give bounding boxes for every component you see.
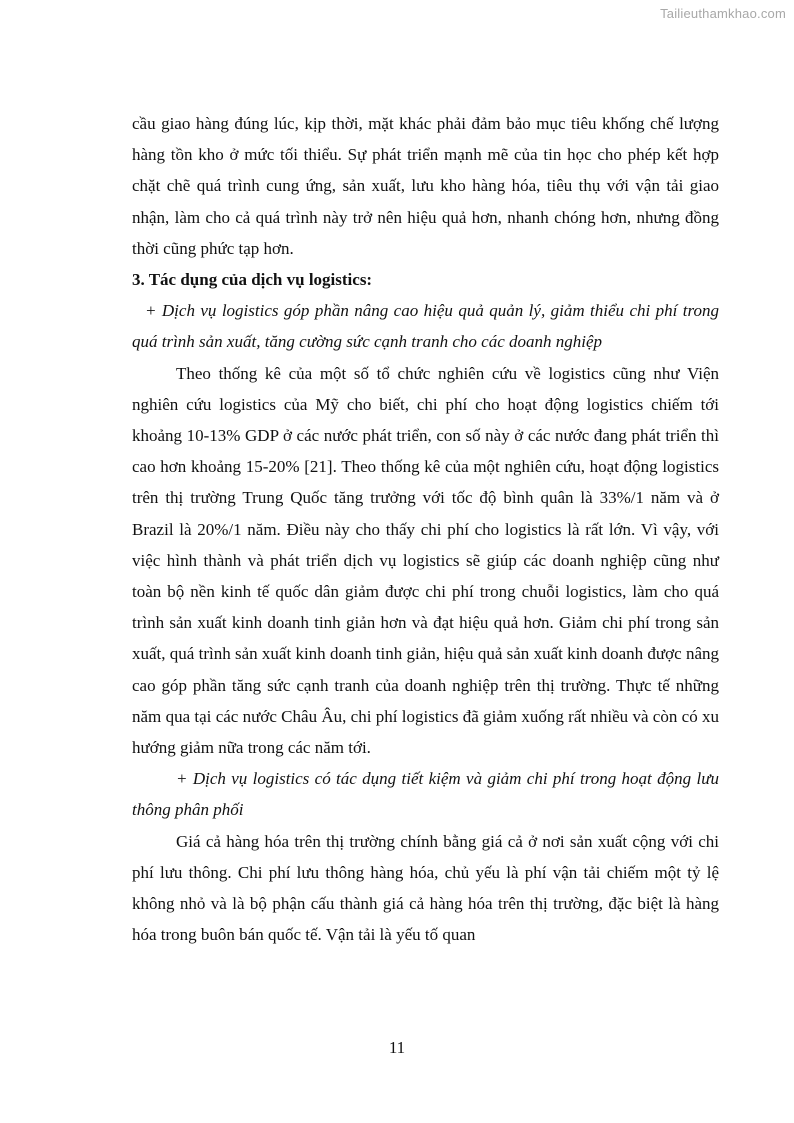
watermark-text: Tailieuthamkhao.com	[660, 6, 786, 21]
paragraph-statistics: Theo thống kê của một số tổ chức nghiên cứu về logistics cũng như Viện nghiên cứu logistics của Mỹ cho biết, chi phí cho hoạt động logistics chiếm tới khoảng 10-13% GDP ở các nước phát triển, con số này ở các nước đang phát triển thì cao hơn khoảng 15-20% [21]. Theo thống kê của một nghiên cứu, hoạt động logistics trên thị trường Trung Quốc tăng trưởng với tốc độ bình quân là 33%/1 năm và ở Brazil là 20%/1 năm. Điều này cho thấy chi phí cho logistics là rất lớn. Vì vậy, với việc hình thành và phát triển dịch vụ logistics sẽ giúp các doanh nghiệp cũng như toàn bộ nền kinh tế quốc dân giảm được chi phí trong chuỗi logistics, làm cho quá trình sản xuất kinh doanh tinh giản hơn và đạt hiệu quả hơn. Giảm chi phí trong sản xuất, quá trình sản xuất kinh doanh tinh giản, hiệu quả sản xuất kinh doanh được nâng cao góp phần tăng sức cạnh tranh của doanh nghiệp trên thị trường. Thực tế những năm qua tại các nước Châu Âu, chi phí logistics đã giảm xuống rất nhiều và còn có xu hướng giảm nữa trong các năm tới.	[132, 363, 719, 758]
paragraph-continuation: cầu giao hàng đúng lúc, kịp thời, mặt khác phải đảm bảo mục tiêu khống chế lượng hàng tồn kho ở mức tối thiểu. Sự phát triển mạnh mẽ của tin học cho phép kết hợp chặt chẽ quá trình cung ứng, sản xuất, lưu kho hàng hóa, tiêu thụ với vận tải giao nhận, làm cho cả quá trình này trở nên hiệu quả hơn, nhanh chóng hơn, nhưng đồng thời cũng phức tạp hơn.	[132, 114, 719, 258]
subheading-benefit-1: + Dịch vụ logistics góp phần nâng cao hiệu quả quản lý, giảm thiểu chi phí trong quá trình sản xuất, tăng cường sức cạnh tranh cho các doanh nghiệp	[132, 301, 719, 352]
page-number: 11	[388, 1038, 406, 1057]
section-heading: 3. Tác dụng của dịch vụ logistics:	[132, 270, 373, 290]
document-page-body	[132, 108, 719, 950]
subheading-benefit-2: + Dịch vụ logistics có tác dụng tiết kiệm và giảm chi phí trong hoạt động lưu thông phân phối	[132, 769, 719, 820]
paragraph-price: Giá cả hàng hóa trên thị trường chính bằng giá cả ở nơi sản xuất cộng với chi phí lưu thông. Chi phí lưu thông hàng hóa, chủ yếu là phí vận tải chiếm một tỷ lệ không nhỏ và là bộ phận cấu thành giá cả hàng hóa trên thị trường, đặc biệt là hàng hóa trong buôn bán quốc tế. Vận tải là yếu tố quan	[132, 831, 719, 945]
